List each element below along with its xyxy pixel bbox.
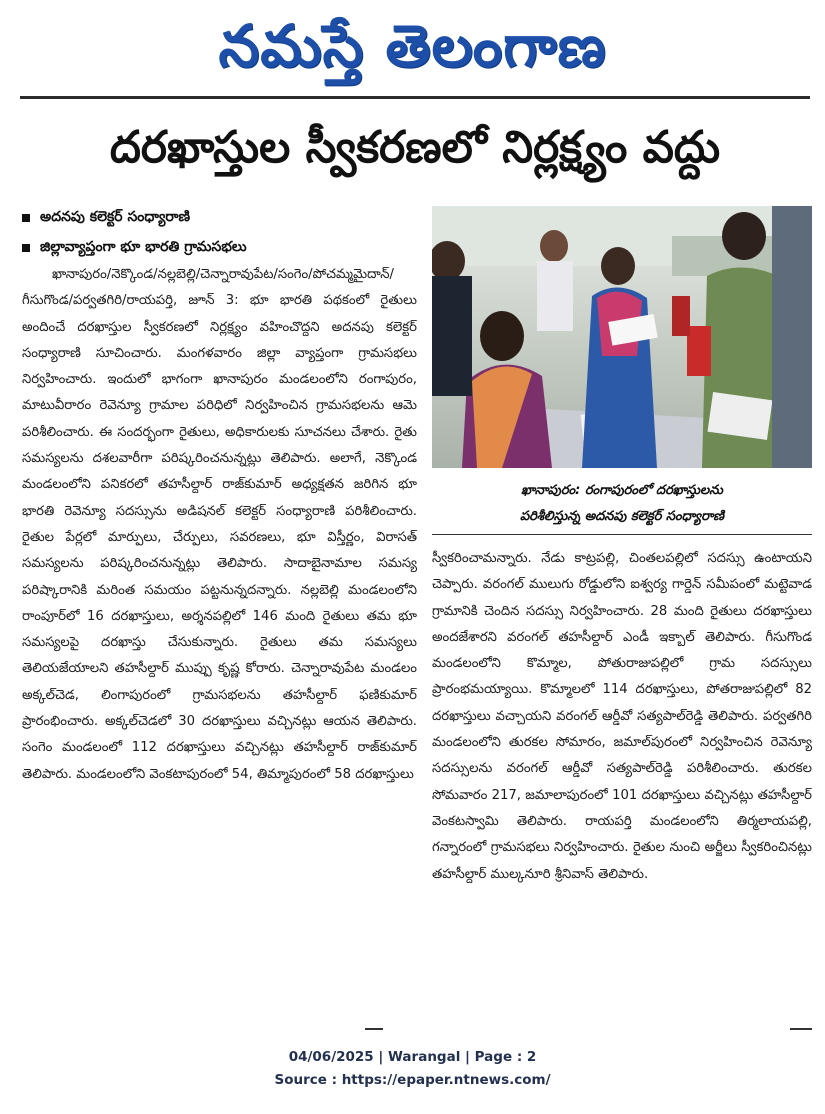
footer-source: Source : https://epaper.ntnews.com/ — [274, 1072, 551, 1088]
article-photo — [432, 206, 812, 468]
bullet-text: అదనపు కలెక్టర్ సంధ్యారాణి — [40, 208, 191, 225]
article-left-column: ఖానాపురం/నెక్కొండ/నల్లబెల్లి/చెన్నారావుపేట/సంగెం/పోచమ్మమైదాన్/గీసుగొండ/పర్వతగిరి/రాయపర్తి, జూన్ 3: భూ భారతి పథకంలో రైతులు అందించే దరఖాస్తుల స్వీకరణలో నిర్లక్ష్యం వహించొద్దని అదనపు కలెక్టర్ సంధ్యారాణి సూచించారు. మంగళవారం జిల్లా వ్యాప్తంగా గ్రామసభలు నిర్వహించారు. ఇందులో భాగంగా ఖానాపురం మండలంలోని రంగాపురం, మాటువీరారం రెవెన్యూ గ్రామాల పరిధిలో నిర్వహించిన గ్రామసభలను ఆమె పరిశీలించారు. ఈ సందర్భంగా రైతులు, అధికారులకు సూచనలు చేశారు. రైతు సమస్యలను దశలవారీగా పరిష్కరించనున్నట్లు తెలిపారు. అలాగే, నెక్కొండ మండలంలోని పనికరలో తహసీల్దార్ రాజ్‌కుమార్ అధ్యక్షతన జరిగిన భూ భారతి రెవెన్యూ సదస్సును అడిషనల్ కలెక్టర్ సంధ్యారాణి పరిశీలించారు. రైతుల పేర్లలో మార్పులు, చేర్పులు, సవరణలు, భూ విస్తీర్ణం, విరాసత్ సమస్యలను పరిష్కరించనున్నట్లు తెలిపారు. సాదాబైనామాల సమస్య పరిష్కారానికి మరింత సమయం పట్టనున్నదన్నారు. నల్లబెల్లి మండలంలోని రాంపూర్‌లో 16 దరఖాస్తులు, అర్శనపల్లిలో 146 మంది రైతులు తమ భూ సమస్యలపై దరఖాస్తు చేసుకున్నారు. రైతులు తమ సమస్యలు తెలియజేయాలని తహసీల్దార్ ముప్పు కృష్ణ కోరారు. చెన్నారావుపేట మండలం అక్కల్‌చెడ, లింగాపురంలో గ్రామసభలను తహసీల్దార్ ఫణికుమార్ ప్రారంభించారు. అక్కల్‌చెడలో 30 దరఖాస్తులు వచ్చినట్లు ఆయన తెలిపారు. సంగెం మండలంలో 112 దరఖాస్తులు వచ్చినట్లు తహసీల్దార్ రాజ్‌కుమార్ తెలిపారు. మండలంలోని వెంకటాపురంలో 54, తిమ్మాపురంలో 58 దరఖాస్తులు — [22, 267, 417, 782]
masthead — [0, 6, 825, 86]
masthead-rule — [20, 96, 810, 99]
page-footer — [0, 1046, 825, 1092]
photo-caption — [432, 478, 812, 530]
footer-date-edition: 04/06/2025 | Warangal | Page : 2 — [288, 1049, 537, 1065]
bullet-square-icon — [22, 244, 30, 252]
bullet-item — [22, 203, 417, 233]
article-headline: దరఖాస్తుల స్వీకరణలో నిర్లక్ష్యం వద్దు — [109, 122, 721, 173]
caption-divider — [432, 534, 812, 535]
bullet-square-icon — [22, 214, 30, 222]
column-end-marker — [790, 1028, 812, 1030]
article-right-column: స్వీకరించామన్నారు. నేడు కాట్రపల్లి, చింతలపల్లిలో సదస్సు ఉంటాయని చెప్పారు. వరంగల్ ములుగు రోడ్డులోని ఐశ్వర్య గార్డెన్ సమీపంలో మట్టెవాడ గ్రామానికి చెందిన సదస్సు నిర్వహించారు. 28 మంది రైతులు దరఖాస్తులు అందజేశారని వరంగల్ తహసీల్దార్ ఎండీ ఇక్బాల్ తెలిపారు. గీసుగొండ మండలంలోని కొమ్మాల, పోతురాజుపల్లిలో గ్రామ సదస్సులు ప్రారంభమయ్యాయి. కొమ్మాలలో 114 దరఖాస్తులు, పోతరాజుపల్లిలో 82 దరఖాస్తులు వచ్చాయని వరంగల్ ఆర్డీవో సత్యపాల్‌రెడ్డి తెలిపారు. పర్వతగిరి మండలంలోని తురకల సోమారం, జమాల్‌పురంలో నిర్వహించిన రెవెన్యూ సదస్సులను వరంగల్ ఆర్డీవో సత్యపాల్‌రెడ్డి పరిశీలించారు. తురకల సోమవారం 217, జమాలాపురంలో 101 దరఖాస్తులు వచ్చినట్లు తహసీల్దార్ వెంకటస్వామి తెలిపారు. రాయపర్తి మండలంలోని తిర్మలాయపల్లి, గన్నారంలో గ్రామసభలు నిర్వహించారు. రైతుల నుంచి అర్జీలు స్వీకరించినట్లు తహసీల్దార్ ముల్కనూరి శ్రీనివాస్ తెలిపారు. — [432, 551, 812, 882]
newspaper-logo: నమస్తే తెలంగాణ — [218, 12, 607, 80]
caption-line-1: ఖానాపురం: రంగాపురంలో దరఖాస్తులను — [521, 483, 723, 498]
column-end-marker — [365, 1028, 383, 1030]
caption-line-2: పరిశీలిస్తున్న అదనపు కలెక్టర్ సంధ్యారాణి — [519, 509, 725, 524]
photo-illustration — [432, 206, 812, 468]
bullet-item — [22, 233, 417, 263]
bullet-text: జిల్లావ్యాప్తంగా భూ భారతి గ్రామసభలు — [40, 238, 247, 255]
article-bullets — [22, 203, 417, 263]
